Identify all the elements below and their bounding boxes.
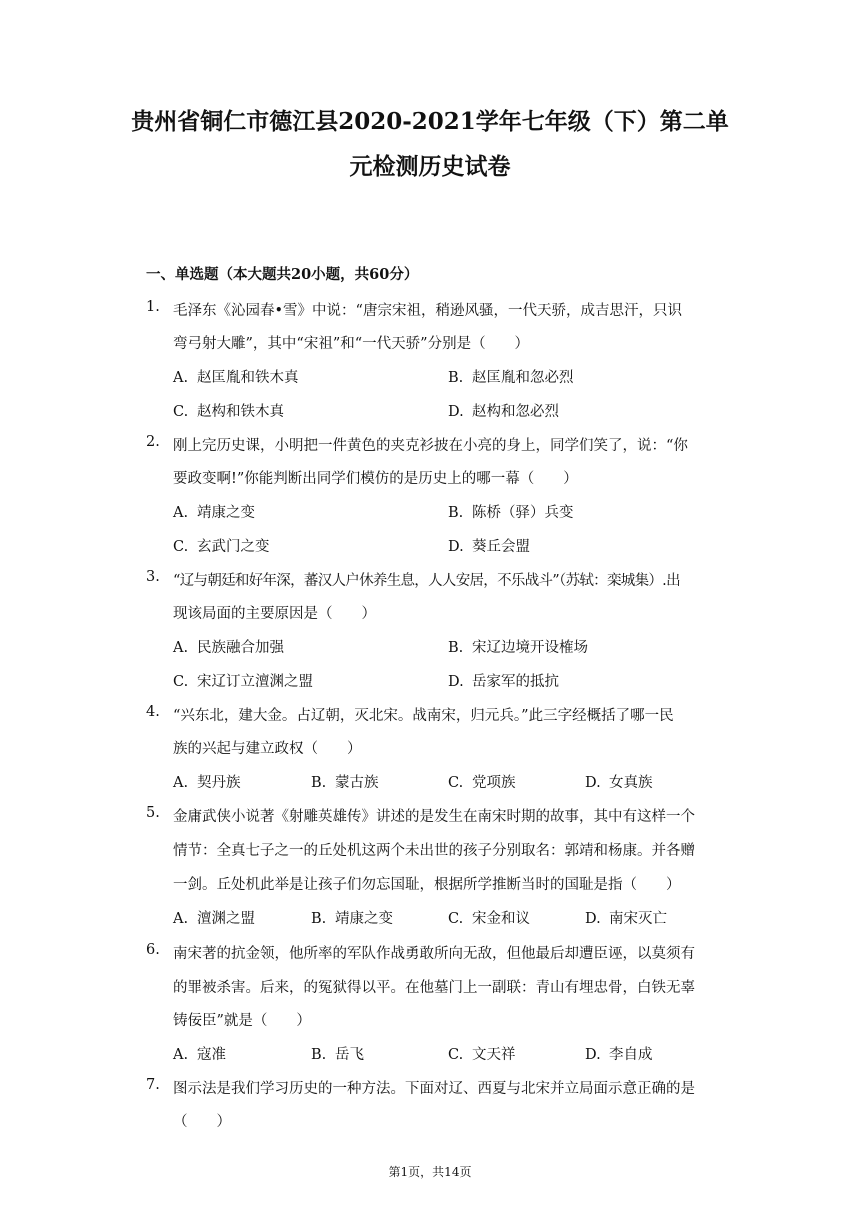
option-label: A. bbox=[173, 1047, 189, 1063]
question-5-number: 5. bbox=[146, 805, 160, 821]
option-text: 赵构和忽必烈 bbox=[472, 404, 559, 420]
option-label: D. bbox=[585, 775, 601, 791]
question-2-option-d[interactable] bbox=[448, 535, 530, 556]
question-6-option-c[interactable] bbox=[448, 1043, 516, 1064]
option-text: 宋金和议 bbox=[472, 911, 530, 927]
question-3-text-line: 现该局面的主要原因是（ ） bbox=[173, 606, 376, 622]
option-text: 契丹族 bbox=[197, 775, 241, 791]
question-2-option-c[interactable] bbox=[173, 535, 270, 556]
option-label: C. bbox=[448, 775, 464, 791]
question-5-text-line: 一剑。丘处机此举是让孩子们勿忘国耻，根据所学推断当时的国耻是指（ ） bbox=[173, 877, 681, 893]
option-text: 李自成 bbox=[609, 1047, 653, 1063]
question-6-option-a[interactable] bbox=[173, 1043, 226, 1064]
option-label: D. bbox=[448, 404, 464, 420]
option-label: D. bbox=[585, 1047, 601, 1063]
option-text: 澶渊之盟 bbox=[197, 911, 255, 927]
option-label: B. bbox=[311, 775, 327, 791]
question-6-text-line: 南宋著的抗金领，他所率的军队作战勇敢所向无敌，但他最后却遭臣诬，以莫须有 bbox=[173, 946, 695, 962]
option-text: 靖康之变 bbox=[197, 505, 255, 521]
question-2-option-b[interactable] bbox=[448, 501, 574, 522]
question-7-number: 7. bbox=[146, 1077, 160, 1093]
option-text: 赵匡胤和铁木真 bbox=[197, 370, 299, 386]
question-5-text-line: 金庸武侠小说著《射雕英雄传》讲述的是发生在南宋时期的故事，其中有这样一个 bbox=[173, 809, 695, 825]
option-label: D. bbox=[585, 911, 601, 927]
option-label: B. bbox=[448, 505, 464, 521]
option-label: A. bbox=[173, 911, 189, 927]
question-4-text-line: “兴东北，建大金。占辽朝，灭北宋。战南宋，归元兵。”此三字经概括了哪一民 bbox=[173, 708, 674, 724]
question-6-text-line: 铸佞臣”就是（ ） bbox=[173, 1013, 311, 1029]
question-4-option-b[interactable] bbox=[311, 771, 379, 792]
option-label: B. bbox=[311, 911, 327, 927]
option-text: 赵匡胤和忽必烈 bbox=[472, 370, 574, 386]
question-3-option-b[interactable] bbox=[448, 636, 588, 657]
option-text: 南宋灭亡 bbox=[609, 911, 667, 927]
question-7-text-line: （ ） bbox=[173, 1114, 231, 1130]
option-label: A. bbox=[173, 370, 189, 386]
question-6-option-b[interactable] bbox=[311, 1043, 364, 1064]
question-1-text-line: 毛泽东《沁园春•雪》中说：“唐宗宋祖，稍逊风骚，一代天骄，成吉思汗，只识 bbox=[173, 303, 682, 319]
option-label: D. bbox=[448, 539, 464, 555]
question-4-number: 4. bbox=[146, 704, 160, 720]
question-5-text-line: 情节：全真七子之一的丘处机这两个未出世的孩子分别取名：郭靖和杨康。并各赠 bbox=[173, 843, 695, 859]
question-1-option-b[interactable] bbox=[448, 366, 574, 387]
question-4-option-d[interactable] bbox=[585, 771, 653, 792]
question-3-option-d[interactable] bbox=[448, 670, 559, 691]
page-footer: 第1页，共14页 bbox=[388, 1165, 472, 1179]
section-heading: 一、单选题（本大题共20小题，共60分） bbox=[146, 266, 419, 283]
option-text: 文天祥 bbox=[472, 1047, 516, 1063]
option-label: C. bbox=[173, 674, 189, 690]
question-3-option-c[interactable] bbox=[173, 670, 313, 691]
question-5-option-b[interactable] bbox=[311, 907, 393, 928]
option-label: C. bbox=[448, 911, 464, 927]
question-5-option-c[interactable] bbox=[448, 907, 530, 928]
question-4-text-line: 族的兴起与建立政权（ ） bbox=[173, 741, 362, 757]
page-title-line2: 元检测历史试卷 bbox=[349, 153, 511, 180]
option-label: A. bbox=[173, 505, 189, 521]
question-4-option-c[interactable] bbox=[448, 771, 516, 792]
option-text: 宋辽订立澶渊之盟 bbox=[197, 674, 313, 690]
question-6-text-line: 的罪被杀害。后来，的冤狱得以平。在他墓门上一副联：青山有埋忠骨，白铁无辜 bbox=[173, 980, 695, 996]
question-2-option-a[interactable] bbox=[173, 501, 255, 522]
question-5-option-d[interactable] bbox=[585, 907, 667, 928]
option-label: A. bbox=[173, 775, 189, 791]
option-text: 寇准 bbox=[197, 1047, 226, 1063]
question-7-text-line: 图示法是我们学习历史的一种方法。下面对辽、西夏与北宋并立局面示意正确的是 bbox=[173, 1081, 695, 1097]
question-3-option-a[interactable] bbox=[173, 636, 284, 657]
option-label: C. bbox=[173, 404, 189, 420]
option-text: 女真族 bbox=[609, 775, 653, 791]
question-1-option-d[interactable] bbox=[448, 400, 559, 421]
option-label: A. bbox=[173, 640, 189, 656]
question-4-option-a[interactable] bbox=[173, 771, 241, 792]
option-text: 蒙古族 bbox=[335, 775, 379, 791]
option-text: 陈桥（驿）兵变 bbox=[472, 505, 574, 521]
question-1-text-line: 弯弓射大雕”，其中“宋祖”和“一代天骄”分别是（ ） bbox=[173, 336, 530, 352]
question-2-number: 2. bbox=[146, 434, 160, 450]
question-5-option-a[interactable] bbox=[173, 907, 255, 928]
question-2-text-line: 刚上完历史课，小明把一件黄色的夹克衫披在小亮的身上，同学们笑了，说：“你 bbox=[173, 438, 688, 454]
option-text: 宋辽边境开设榷场 bbox=[472, 640, 588, 656]
question-1-option-a[interactable] bbox=[173, 366, 299, 387]
option-label: C. bbox=[448, 1047, 464, 1063]
option-text: 党项族 bbox=[472, 775, 516, 791]
question-3-number: 3. bbox=[146, 569, 160, 585]
option-label: B. bbox=[448, 640, 464, 656]
question-3-text-line: “辽与朝廷和好年深，蕃汉人户休养生息，人人安居，不乐战斗”（苏轼：栾城集）.出 bbox=[173, 573, 680, 589]
question-1-option-c[interactable] bbox=[173, 400, 284, 421]
option-text: 玄武门之变 bbox=[197, 539, 270, 555]
option-text: 民族融合加强 bbox=[197, 640, 284, 656]
question-6-option-d[interactable] bbox=[585, 1043, 653, 1064]
question-1-number: 1. bbox=[146, 299, 160, 315]
option-label: B. bbox=[311, 1047, 327, 1063]
option-text: 葵丘会盟 bbox=[472, 539, 530, 555]
option-label: C. bbox=[173, 539, 189, 555]
option-text: 靖康之变 bbox=[335, 911, 393, 927]
option-label: B. bbox=[448, 370, 464, 386]
option-text: 赵构和铁木真 bbox=[197, 404, 284, 420]
option-text: 岳飞 bbox=[335, 1047, 364, 1063]
page-title-line1: 贵州省铜仁市德江县2020-2021学年七年级（下）第二单 bbox=[131, 108, 729, 135]
option-label: D. bbox=[448, 674, 464, 690]
question-2-text-line: 要政变啊!”你能判断出同学们模仿的是历史上的哪一幕（ ） bbox=[173, 471, 578, 487]
option-text: 岳家军的抵抗 bbox=[472, 674, 559, 690]
question-6-number: 6. bbox=[146, 942, 160, 958]
